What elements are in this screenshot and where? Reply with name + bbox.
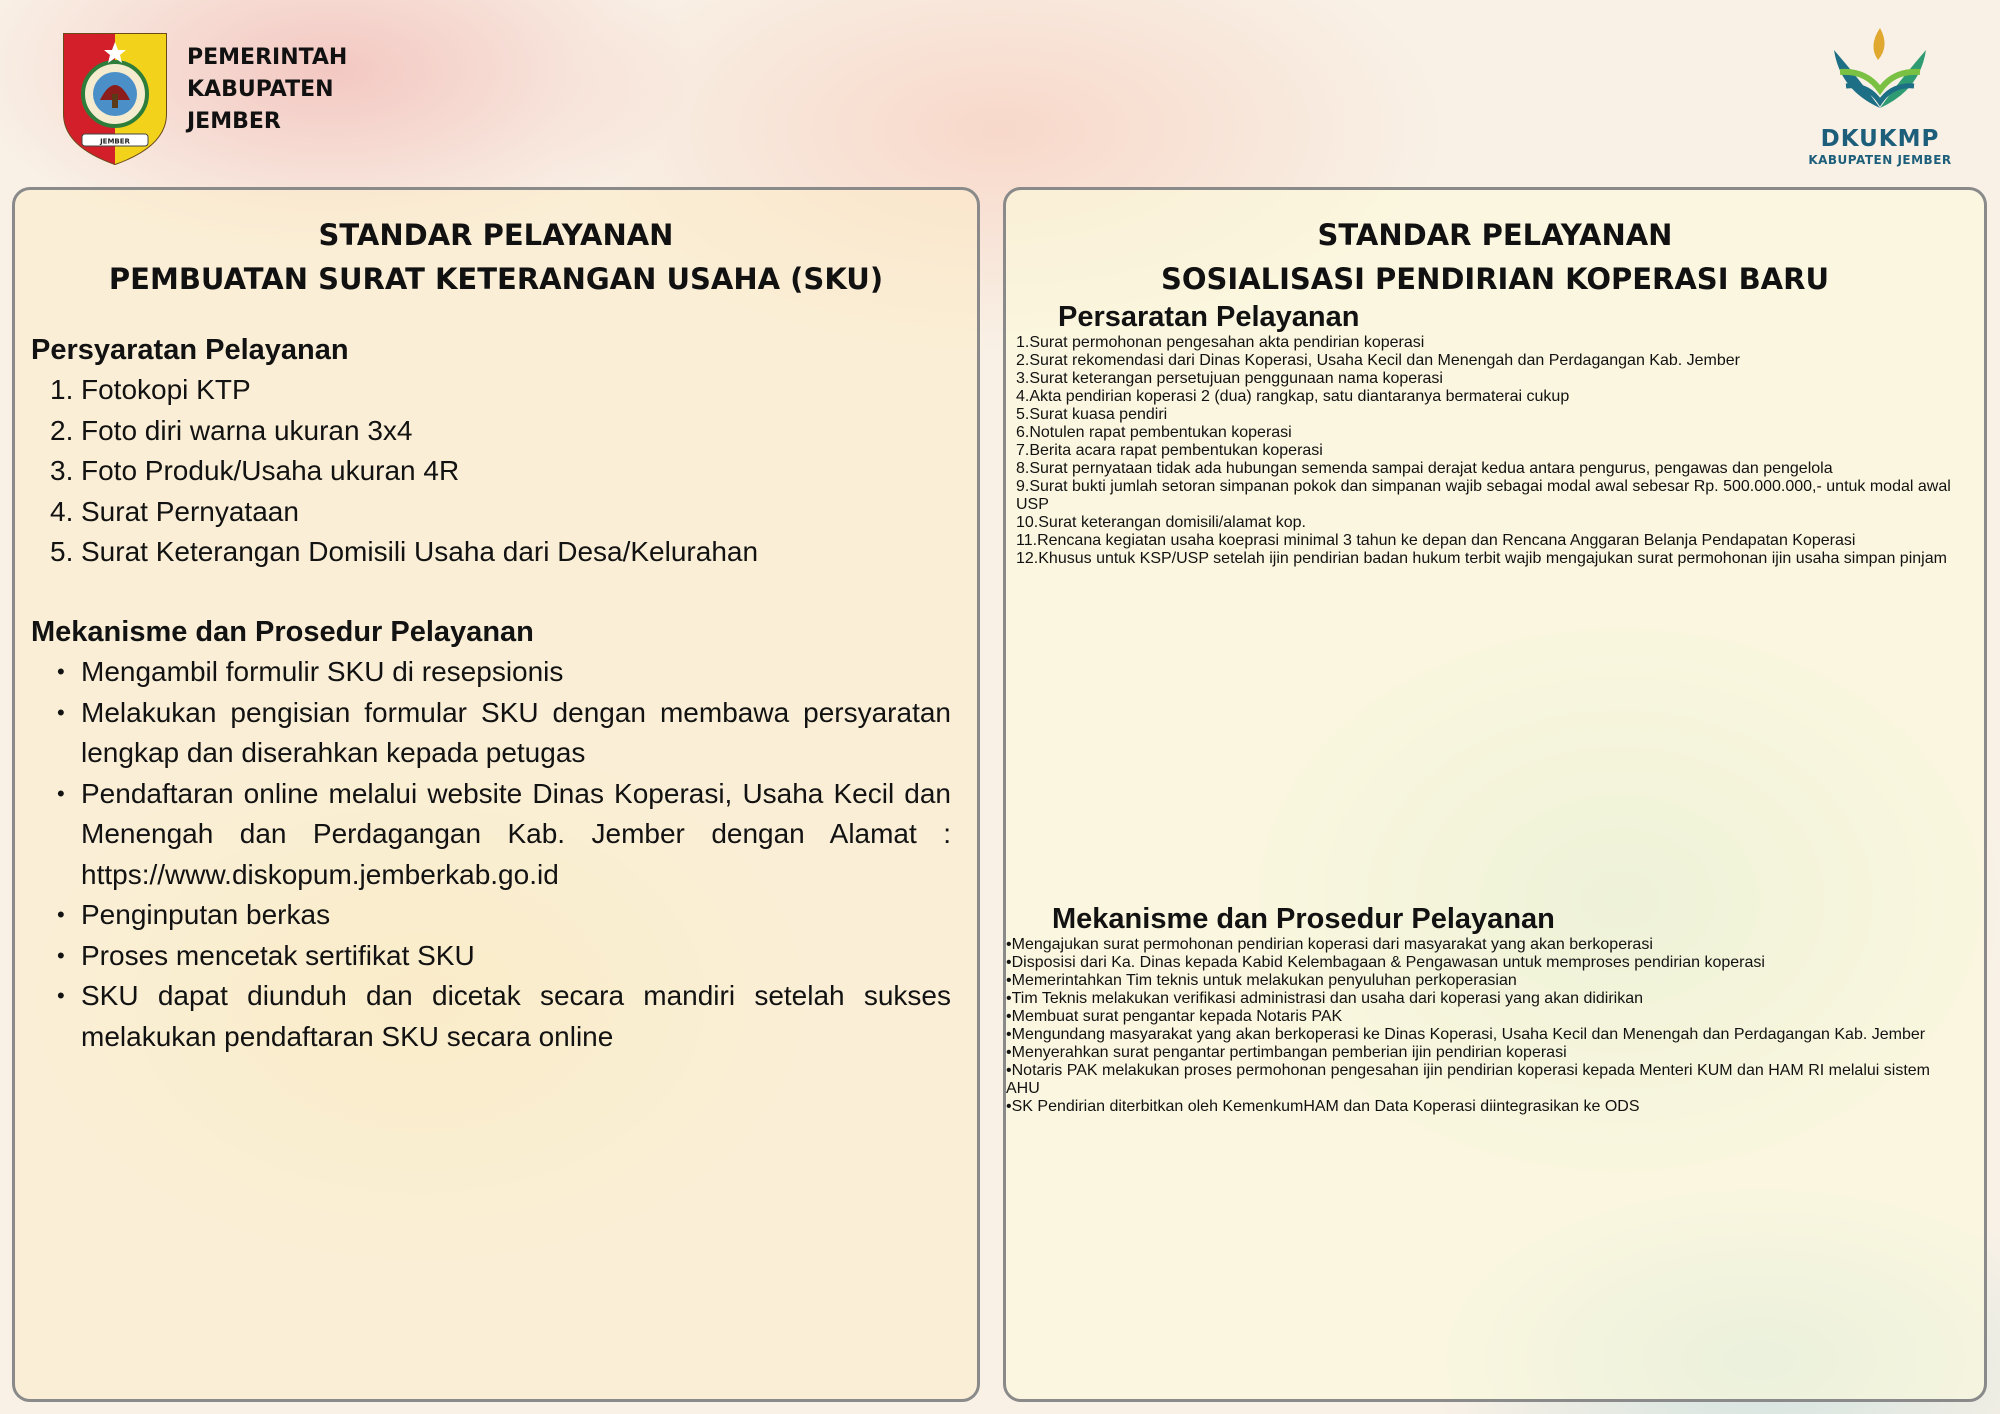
bullet: • (57, 983, 65, 1008)
item-number: 9. (1016, 478, 1030, 495)
item-text: Proses mencetak sertifikat SKU (81, 939, 475, 971)
list-item (1006, 936, 1959, 954)
item-number: 12. (1016, 550, 1039, 567)
item-number: 1. (1016, 334, 1030, 351)
item-number: 5. (1016, 406, 1030, 423)
list-item (1016, 460, 1959, 478)
list-item (1006, 990, 1959, 1008)
item-text: Tim Teknis melakukan verifikasi administrasi dan usaha dari koperasi yang akan didirikan (1011, 990, 1644, 1007)
procedure-heading: Mekanisme dan Prosedur Pelayanan (31, 616, 534, 648)
cooperative-requirements (1016, 300, 1959, 568)
jember-crest-logo (60, 30, 170, 166)
list-item (1006, 1062, 1959, 1098)
cooperative-procedures (1006, 902, 1959, 1116)
bullet: • (57, 902, 65, 927)
item-text: Surat kuasa pendiri (1029, 406, 1168, 423)
item-number: 6. (1016, 424, 1030, 441)
item-text: SK Pendirian diterbitkan oleh KemenkumHAM dan Data Koperasi diintegrasikan ke ODS (1011, 1098, 1640, 1115)
item-number: 11. (1016, 532, 1038, 549)
item-text: Membuat surat pengantar kepada Notaris PAK (1011, 1008, 1343, 1025)
item-text: Memerintahkan Tim teknis untuk melakukan penyuluhan perkoperasian (1011, 972, 1517, 989)
item-number: 8. (1016, 460, 1030, 477)
list-item (1016, 442, 1959, 460)
item-text: Surat Pernyataan (81, 495, 299, 527)
list-item (1016, 478, 1959, 514)
list-item (1016, 532, 1959, 550)
item-text: Surat Keterangan Domisili Usaha dari Desa/Kelurahan (81, 536, 759, 567)
bullet: • (1006, 1044, 1012, 1061)
cooperative-panel-title (1006, 213, 1984, 301)
bullet: • (1006, 1098, 1012, 1115)
list-item (1016, 406, 1959, 424)
bullet: • (57, 699, 65, 725)
item-number: 2. (50, 414, 74, 446)
item-text: Menyerahkan surat pengantar pertimbangan pemberian ijin pendirian koperasi (1011, 1044, 1567, 1061)
sku-service-panel (12, 187, 980, 1402)
bullet: • (1006, 1008, 1012, 1025)
item-number: 3. (1016, 370, 1030, 387)
item-text: Notulen rapat pembentukan koperasi (1029, 424, 1292, 441)
list-item (1006, 954, 1959, 972)
list-item (31, 492, 951, 533)
bullet: • (57, 659, 65, 684)
list-item (1016, 514, 1959, 532)
list-item (31, 693, 951, 774)
brand-name: DKUKMP (1820, 126, 1940, 152)
sku-procedures (31, 612, 951, 1057)
bullet: • (1006, 954, 1012, 971)
list-item (31, 652, 951, 693)
item-text: Surat rekomendasi dari Dinas Koperasi, Usaha Kecil dan Menengah dan Perdagangan Kab. Jember (1029, 352, 1740, 369)
list-item (1006, 972, 1959, 990)
item-number: 3. (50, 455, 74, 486)
item-text: Berita acara rapat pembentukan koperasi (1029, 442, 1323, 459)
item-text: Khusus untuk KSP/USP setelah ijin pendirian badan hukum terbit wajib mengajukan surat permohonan ijin usaha simpan pinjam (1038, 550, 1947, 567)
item-text: Disposisi dari Ka. Dinas kepada Kabid Kelembagaan & Pengawasan untuk memproses pendirian koperasi (1011, 954, 1765, 971)
list-item (1016, 424, 1959, 442)
item-number: 10. (1016, 514, 1039, 531)
item-number: 5. (50, 536, 74, 567)
item-text: Penginputan berkas (81, 899, 331, 930)
bullet: • (1006, 1062, 1012, 1079)
cooperative-service-panel (1003, 187, 1987, 1402)
list-item (31, 774, 951, 896)
list-item (1006, 1098, 1959, 1116)
list-item (1016, 388, 1959, 406)
government-name (187, 42, 347, 138)
list-item (31, 936, 951, 977)
item-text: Melakukan pengisian formular SKU dengan membawa persyaratan lengkap dan diserahkan kepada petugas (81, 696, 951, 768)
sku-panel-title (15, 213, 977, 301)
list-item (1016, 550, 1959, 568)
item-text: Surat bukti jumlah setoran simpanan pokok dan simpanan wajib sebagai modal awal sebesar Rp. 500.000.000,- untuk modal awal USP (1016, 478, 1951, 513)
bullet: • (57, 780, 65, 806)
gov-line: PEMERINTAH (187, 45, 348, 70)
bullet: • (57, 942, 65, 968)
item-number: 4. (50, 495, 74, 527)
item-text: Foto Produk/Usaha ukuran 4R (81, 455, 460, 486)
item-text: Surat permohonan pengesahan akta pendirian koperasi (1029, 334, 1425, 351)
list-item (31, 532, 951, 573)
crest-text: JEMBER (100, 137, 130, 146)
item-text: Rencana kegiatan usaha koeprasi minimal 3 tahun ke depan dan Rencana Anggaran Belanja Pendapatan Koperasi (1037, 532, 1856, 549)
gov-line: KABUPATEN (187, 77, 334, 102)
title-line: PEMBUATAN SURAT KETERANGAN USAHA (SKU) (108, 262, 884, 296)
item-text: Mengundang masyarakat yang akan berkoperasi ke Dinas Koperasi, Usaha Kecil dan Menengah dan Perdagangan Kab. Jember (1011, 1026, 1926, 1043)
item-number: 4. (1016, 388, 1030, 405)
item-text: Mengajukan surat permohonan pendirian koperasi dari masyarakat yang akan berkoperasi (1011, 936, 1653, 953)
item-text: Fotokopi KTP (81, 374, 251, 405)
bullet: • (1006, 972, 1012, 989)
item-text: Surat keterangan persetujuan penggunaan nama koperasi (1029, 370, 1443, 387)
item-text: Surat keterangan domisili/alamat kop. (1038, 514, 1306, 531)
title-line: STANDAR PELAYANAN (318, 218, 674, 252)
list-item (1016, 370, 1959, 388)
list-item (1006, 1026, 1959, 1044)
list-item (31, 895, 951, 936)
list-item (1006, 1008, 1959, 1026)
item-number: 1. (50, 374, 74, 405)
procedure-heading: Mekanisme dan Prosedur Pelayanan (1052, 903, 1555, 935)
sku-requirements (31, 330, 951, 573)
bullet: • (1006, 990, 1012, 1007)
brand-subtitle: KABUPATEN JEMBER (1808, 153, 1952, 167)
item-text: Pendaftaran online melalui website Dinas Koperasi, Usaha Kecil dan Menengah dan Perdagangan Kab. Jember dengan Alamat : https://www.diskopum.jemberkab.go.id (81, 777, 951, 890)
item-text: Surat pernyataan tidak ada hubungan semenda sampai derajat kedua antara pengurus, pengawas dan pengelola (1029, 460, 1833, 477)
item-text: Notaris PAK melakukan proses permohonan pengesahan ijin pendirian koperasi kepada Menteri KUM dan HAM RI melalui sistem AHU (1006, 1062, 1930, 1097)
item-text: Mengambil formulir SKU di resepsionis (81, 656, 564, 687)
bullet: • (1006, 1026, 1012, 1043)
list-item (31, 411, 951, 452)
item-number: 7. (1016, 442, 1030, 459)
item-number: 2. (1016, 352, 1030, 369)
list-item (1016, 334, 1959, 352)
bullet: • (1006, 936, 1012, 953)
requirements-heading: Persyaratan Pelayanan (31, 334, 349, 366)
title-line: SOSIALISASI PENDIRIAN KOPERASI BARU (1160, 262, 1830, 296)
requirements-heading: Persaratan Pelayanan (1058, 301, 1360, 333)
title-line: STANDAR PELAYANAN (1317, 218, 1673, 252)
item-text: Foto diri warna ukuran 3x4 (81, 414, 413, 446)
list-item (31, 370, 951, 411)
gov-line: JEMBER (187, 109, 281, 134)
list-item (1006, 1044, 1959, 1062)
list-item (31, 451, 951, 492)
list-item (31, 976, 951, 1057)
item-text: SKU dapat diunduh dan dicetak secara mandiri setelah sukses melakukan pendaftaran SKU secara online (81, 980, 951, 1052)
item-text: Akta pendirian koperasi 2 (dua) rangkap, satu diantaranya bermaterai cukup (1029, 388, 1570, 405)
list-item (1016, 352, 1959, 370)
dkukmp-logo (1820, 20, 1940, 118)
